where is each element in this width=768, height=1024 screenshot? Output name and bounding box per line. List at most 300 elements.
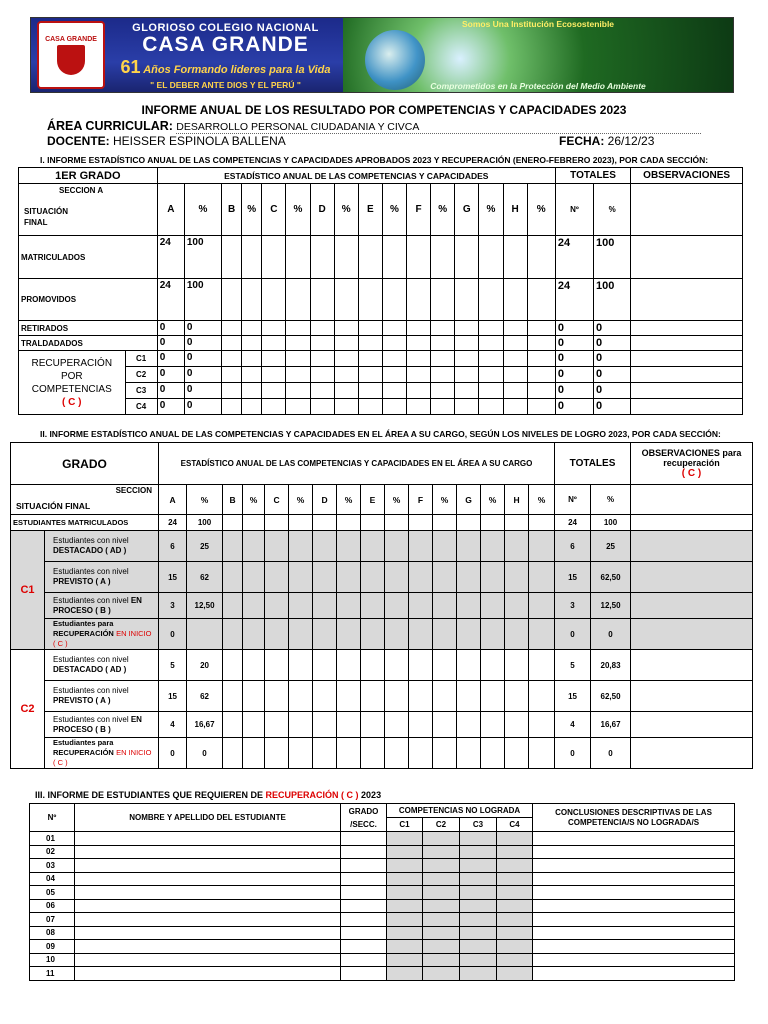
row-label: RETIRADOS [19, 321, 158, 336]
empty-cell [479, 236, 503, 279]
empty-cell [457, 712, 481, 738]
cell-a: 0 [157, 351, 184, 367]
recuperacion-text: RECUPERACIÓN POR COMPETENCIAS [31, 357, 113, 395]
empty-cell [481, 681, 505, 712]
empty-cell [481, 515, 505, 531]
total-pct: 25 [591, 531, 631, 562]
empty-cell [265, 515, 289, 531]
level-pre: Estudiantes con nivel [53, 655, 129, 664]
row-number: 06 [30, 899, 75, 913]
total-pct: 16,67 [591, 712, 631, 738]
row-number: 07 [30, 913, 75, 927]
empty-cell [242, 321, 262, 336]
col-header-3: % [242, 184, 262, 236]
grado-cell [341, 899, 387, 913]
col-header-15: % [527, 184, 555, 236]
empty-cell [361, 681, 385, 712]
empty-cell [286, 383, 310, 399]
empty-cell [431, 351, 455, 367]
col-header-6: D [313, 485, 337, 515]
empty-cell [310, 351, 334, 367]
empty-cell [361, 650, 385, 681]
empty-cell [505, 681, 529, 712]
col-header-9: % [382, 184, 406, 236]
grado-cell [341, 913, 387, 927]
empty-cell [407, 399, 431, 415]
total-n: 3 [555, 593, 591, 619]
section2-observations-c: ( C ) [681, 468, 702, 479]
empty-cell [313, 619, 337, 650]
empty-cell [334, 351, 358, 367]
competency-block-label: C1 [11, 531, 45, 650]
total-n: 24 [555, 279, 593, 321]
empty-cell [223, 681, 243, 712]
empty-cell [527, 367, 555, 383]
col-header-12: G [455, 184, 479, 236]
school-line2: CASA GRANDE [142, 33, 309, 56]
conclusion-cell [533, 886, 735, 900]
empty-cell [503, 367, 527, 383]
empty-cell [222, 321, 242, 336]
empty-cell [433, 531, 457, 562]
row-label: MATRICULADOS [19, 236, 158, 279]
cell-a-pct: 0 [187, 738, 223, 769]
student-row [30, 926, 735, 940]
anniversary-text: Años Formando lideres para la Vida [143, 64, 331, 76]
observation-cell [631, 712, 753, 738]
empty-cell [385, 738, 409, 769]
matriculados-label: ESTUDIANTES MATRICULADOS [11, 515, 159, 531]
total-col-header-0: Nº [555, 485, 591, 515]
empty-cell [358, 236, 382, 279]
row-label: PROMOVIDOS [19, 279, 158, 321]
empty-cell [222, 351, 242, 367]
empty-cell [382, 336, 406, 351]
cell-a: 0 [157, 367, 184, 383]
cell-a-pct: 0 [184, 321, 221, 336]
empty-cell [385, 593, 409, 619]
level-label [45, 712, 159, 738]
total-n: 5 [555, 650, 591, 681]
empty-cell [334, 279, 358, 321]
empty-cell [385, 619, 409, 650]
total-n: 0 [555, 399, 593, 415]
total-col-header-1: % [594, 184, 631, 236]
empty-cell [529, 593, 555, 619]
cell-a-pct: 62 [187, 562, 223, 593]
empty-cell [505, 593, 529, 619]
section1-stats-header: ESTADÍSTICO ANUAL DE LAS COMPETENCIAS Y CAPACIDADES [157, 168, 555, 184]
empty-cell [289, 531, 313, 562]
school-seal-logo [37, 21, 105, 89]
total-pct: 100 [594, 236, 631, 279]
empty-cell [433, 650, 457, 681]
observation-cell [631, 279, 743, 321]
level-red: EN INICIO ( C ) [53, 629, 152, 648]
competency-cell [460, 845, 497, 859]
cell-a: 6 [159, 531, 187, 562]
empty-cell [223, 619, 243, 650]
row-number: 04 [30, 872, 75, 886]
level-pre: Estudiantes con nivel [53, 567, 129, 576]
empty-cell [431, 367, 455, 383]
empty-cell [286, 236, 310, 279]
col-header-10: F [409, 485, 433, 515]
empty-cell [433, 712, 457, 738]
empty-cell [334, 321, 358, 336]
competency-cell [423, 845, 460, 859]
col-conclusiones: CONCLUSIONES DESCRIPTIVAS DE LAS COMPETENCIA/S NO LOGRADA/S [533, 804, 735, 832]
total-pct: 100 [594, 279, 631, 321]
section2-row [11, 562, 753, 593]
col-header-0: A [157, 184, 184, 236]
empty-cell [262, 399, 286, 415]
empty-cell [289, 515, 313, 531]
competency-cell [497, 845, 533, 859]
cell-a-pct: 0 [184, 367, 221, 383]
grado-cell [341, 845, 387, 859]
empty-cell [479, 367, 503, 383]
situacion-label: SITUACIÓN FINAL [24, 207, 68, 227]
conclusion-cell [533, 899, 735, 913]
conclusion-cell [533, 940, 735, 954]
empty-cell [505, 619, 529, 650]
col-header-14: H [505, 485, 529, 515]
conclusion-cell [533, 913, 735, 927]
section1-recup-row [19, 399, 743, 415]
student-row [30, 953, 735, 967]
level-label [45, 562, 159, 593]
total-n: 24 [555, 515, 591, 531]
empty-cell [361, 619, 385, 650]
empty-cell [529, 738, 555, 769]
empty-cell [409, 515, 433, 531]
empty-cell [223, 562, 243, 593]
col-header-7: % [337, 485, 361, 515]
seal-text: CASA GRANDE [45, 35, 97, 43]
empty-cell [382, 279, 406, 321]
grado-cell [341, 953, 387, 967]
competency-cell [460, 926, 497, 940]
grado-cell [341, 926, 387, 940]
observation-cell [631, 562, 753, 593]
empty-cell [527, 351, 555, 367]
empty-cell [361, 562, 385, 593]
empty-cell [505, 531, 529, 562]
empty-cell [310, 383, 334, 399]
row-number: 03 [30, 859, 75, 873]
empty-cell [529, 515, 555, 531]
school-banner [30, 17, 734, 93]
empty-cell [505, 650, 529, 681]
level-pre: Estudiantes con nivel [53, 714, 129, 724]
empty-cell [385, 712, 409, 738]
total-col-header-1: % [591, 485, 631, 515]
empty-cell [222, 383, 242, 399]
section1-grade: 1ER GRADO [19, 168, 158, 184]
total-n: 0 [555, 367, 593, 383]
empty-cell [358, 367, 382, 383]
empty-cell [358, 321, 382, 336]
recuperacion-label [19, 351, 126, 415]
col-header-1: % [184, 184, 221, 236]
total-pct: 100 [591, 515, 631, 531]
seccion-situacion-cell [19, 184, 158, 236]
cell-a: 0 [157, 383, 184, 399]
empty-cell [407, 336, 431, 351]
competency-cell [423, 872, 460, 886]
empty-cell [527, 399, 555, 415]
section1-table [18, 167, 743, 415]
empty-cell [382, 236, 406, 279]
grado-cell [341, 886, 387, 900]
empty-cell [433, 562, 457, 593]
cell-a: 0 [157, 321, 184, 336]
empty-cell [431, 383, 455, 399]
empty-cell [385, 650, 409, 681]
competency-cell [387, 913, 423, 927]
report-title: INFORME ANUAL DE LOS RESULTADO POR COMPETENCIAS Y CAPACIDADES 2023 [141, 103, 627, 117]
conclusion-cell [533, 832, 735, 846]
empty-cell [455, 236, 479, 279]
empty-cell [503, 383, 527, 399]
observation-cell [631, 681, 753, 712]
empty-cell [481, 650, 505, 681]
level-name: PREVISTO ( A ) [53, 577, 111, 586]
empty-cell [265, 681, 289, 712]
empty-cell [289, 593, 313, 619]
competency-cell [387, 859, 423, 873]
empty-cell [337, 738, 361, 769]
section1-recup-row [19, 367, 743, 383]
student-row [30, 832, 735, 846]
empty-cell [479, 336, 503, 351]
competency-cell [497, 940, 533, 954]
section2-grade: GRADO [11, 443, 159, 485]
empty-cell [529, 619, 555, 650]
student-name-cell [75, 913, 341, 927]
empty-cell [310, 279, 334, 321]
empty-cell [409, 712, 433, 738]
empty-cell [243, 650, 265, 681]
empty-cell [337, 515, 361, 531]
conclusion-cell [533, 859, 735, 873]
competency-label: C2 [125, 367, 157, 383]
competency-cell [460, 872, 497, 886]
seccion-label-2: SECCION [115, 486, 153, 495]
empty-cell [457, 562, 481, 593]
empty-cell [313, 738, 337, 769]
competency-block-label: C2 [11, 650, 45, 769]
empty-cell [358, 399, 382, 415]
empty-cell [527, 321, 555, 336]
empty-cell [334, 399, 358, 415]
empty-cell [334, 336, 358, 351]
empty-cell [265, 650, 289, 681]
cell-a-pct: 20 [187, 650, 223, 681]
empty-cell [334, 383, 358, 399]
empty-cell [455, 367, 479, 383]
section2-row [11, 712, 753, 738]
cell-a-pct: 0 [184, 336, 221, 351]
empty-cell [481, 593, 505, 619]
total-n: 4 [555, 712, 591, 738]
observation-cell [631, 367, 743, 383]
col-header-2: B [222, 184, 242, 236]
recuperacion-c: ( C ) [62, 396, 82, 408]
fecha [559, 134, 654, 148]
total-pct: 0 [591, 738, 631, 769]
empty-cell [479, 399, 503, 415]
conclusion-cell [533, 953, 735, 967]
empty-cell [505, 712, 529, 738]
cell-a-pct: 100 [184, 279, 221, 321]
total-pct: 12,50 [591, 593, 631, 619]
empty-cell [361, 738, 385, 769]
empty-cell [409, 619, 433, 650]
school-motto: " EL DEBER ANTE DIOS Y EL PERÚ " [150, 80, 301, 90]
col-header-10: F [407, 184, 431, 236]
student-row [30, 940, 735, 954]
competency-cell [460, 913, 497, 927]
row-number: 02 [30, 845, 75, 859]
row-label: TRALDADADOS [19, 336, 158, 351]
empty-cell [243, 562, 265, 593]
empty-cell [313, 650, 337, 681]
competency-cell [423, 899, 460, 913]
competency-cell [387, 967, 423, 981]
empty-cell [479, 351, 503, 367]
section1-row [19, 279, 743, 321]
empty-cell [286, 321, 310, 336]
level-pre: Estudiantes para RECUPERACIÓN [53, 738, 114, 757]
empty-cell [407, 367, 431, 383]
observation-cell [631, 351, 743, 367]
student-row [30, 872, 735, 886]
empty-cell [382, 367, 406, 383]
observation-cell [631, 650, 753, 681]
empty-cell [433, 619, 457, 650]
section3-table [29, 803, 735, 981]
empty-cell [455, 321, 479, 336]
observation-cell [631, 515, 753, 531]
empty-cell [455, 351, 479, 367]
cell-a-pct: 0 [184, 383, 221, 399]
empty-cell [527, 383, 555, 399]
empty-cell [286, 279, 310, 321]
competency-cell [387, 940, 423, 954]
seccion-label: SECCION A [59, 186, 104, 195]
empty-cell [433, 681, 457, 712]
empty-cell [310, 321, 334, 336]
total-n: 0 [555, 738, 591, 769]
student-name-cell [75, 926, 341, 940]
cell-a-pct: 62 [187, 681, 223, 712]
empty-cell [527, 279, 555, 321]
empty-cell [527, 336, 555, 351]
empty-cell [481, 712, 505, 738]
total-n: 0 [555, 336, 593, 351]
empty-cell [243, 681, 265, 712]
total-pct: 0 [594, 336, 631, 351]
competency-cell [423, 832, 460, 846]
area-label: ÁREA CURRICULAR: [47, 119, 173, 133]
empty-cell [385, 681, 409, 712]
total-pct: 20,83 [591, 650, 631, 681]
competency-cell [423, 940, 460, 954]
row-number: 01 [30, 832, 75, 846]
total-n: 15 [555, 681, 591, 712]
empty-cell [431, 236, 455, 279]
competency-cell [497, 926, 533, 940]
observation-cell [631, 738, 753, 769]
empty-cell [334, 236, 358, 279]
comp-col-3: C4 [497, 818, 533, 832]
level-label [45, 650, 159, 681]
section1-row [19, 336, 743, 351]
empty-cell [505, 562, 529, 593]
empty-cell [385, 531, 409, 562]
section1-recup-row [19, 351, 743, 367]
empty-cell [289, 712, 313, 738]
empty-cell [313, 515, 337, 531]
col-header-11: % [431, 184, 455, 236]
empty-cell [382, 383, 406, 399]
student-row [30, 859, 735, 873]
empty-cell [431, 399, 455, 415]
empty-cell [313, 593, 337, 619]
empty-cell [262, 236, 286, 279]
total-pct: 62,50 [591, 562, 631, 593]
comp-col-0: C1 [387, 818, 423, 832]
area-value: DESARROLLO PERSONAL CIUDADANIA Y CIVCA [176, 121, 701, 134]
total-n: 0 [555, 321, 593, 336]
empty-cell [262, 367, 286, 383]
competency-cell [497, 913, 533, 927]
empty-cell [265, 738, 289, 769]
conclusion-cell [533, 926, 735, 940]
competency-cell [497, 967, 533, 981]
empty-cell [479, 383, 503, 399]
empty-cell [382, 399, 406, 415]
empty-cell [289, 619, 313, 650]
section1-totals: TOTALES [555, 168, 630, 184]
section2-row [11, 619, 753, 650]
col-header-2: B [223, 485, 243, 515]
empty-cell [337, 593, 361, 619]
competency-cell [423, 967, 460, 981]
cell-a-pct: 12,50 [187, 593, 223, 619]
empty-cell [243, 531, 265, 562]
empty-cell [481, 619, 505, 650]
seccion-situacion-cell-2 [11, 485, 159, 515]
cell-a: 24 [157, 279, 184, 321]
anniversary [113, 57, 338, 78]
section2-row [11, 650, 753, 681]
section2-observations [631, 443, 753, 485]
cell-a-pct: 100 [184, 236, 221, 279]
banner-eco-image [343, 18, 733, 92]
empty-cell [455, 399, 479, 415]
cell-a-pct: 100 [187, 515, 223, 531]
total-n: 15 [555, 562, 591, 593]
empty-cell [455, 383, 479, 399]
level-name: PREVISTO ( A ) [53, 696, 111, 705]
competency-cell [460, 940, 497, 954]
empty-cell [529, 712, 555, 738]
student-row [30, 913, 735, 927]
empty-cell [503, 236, 527, 279]
